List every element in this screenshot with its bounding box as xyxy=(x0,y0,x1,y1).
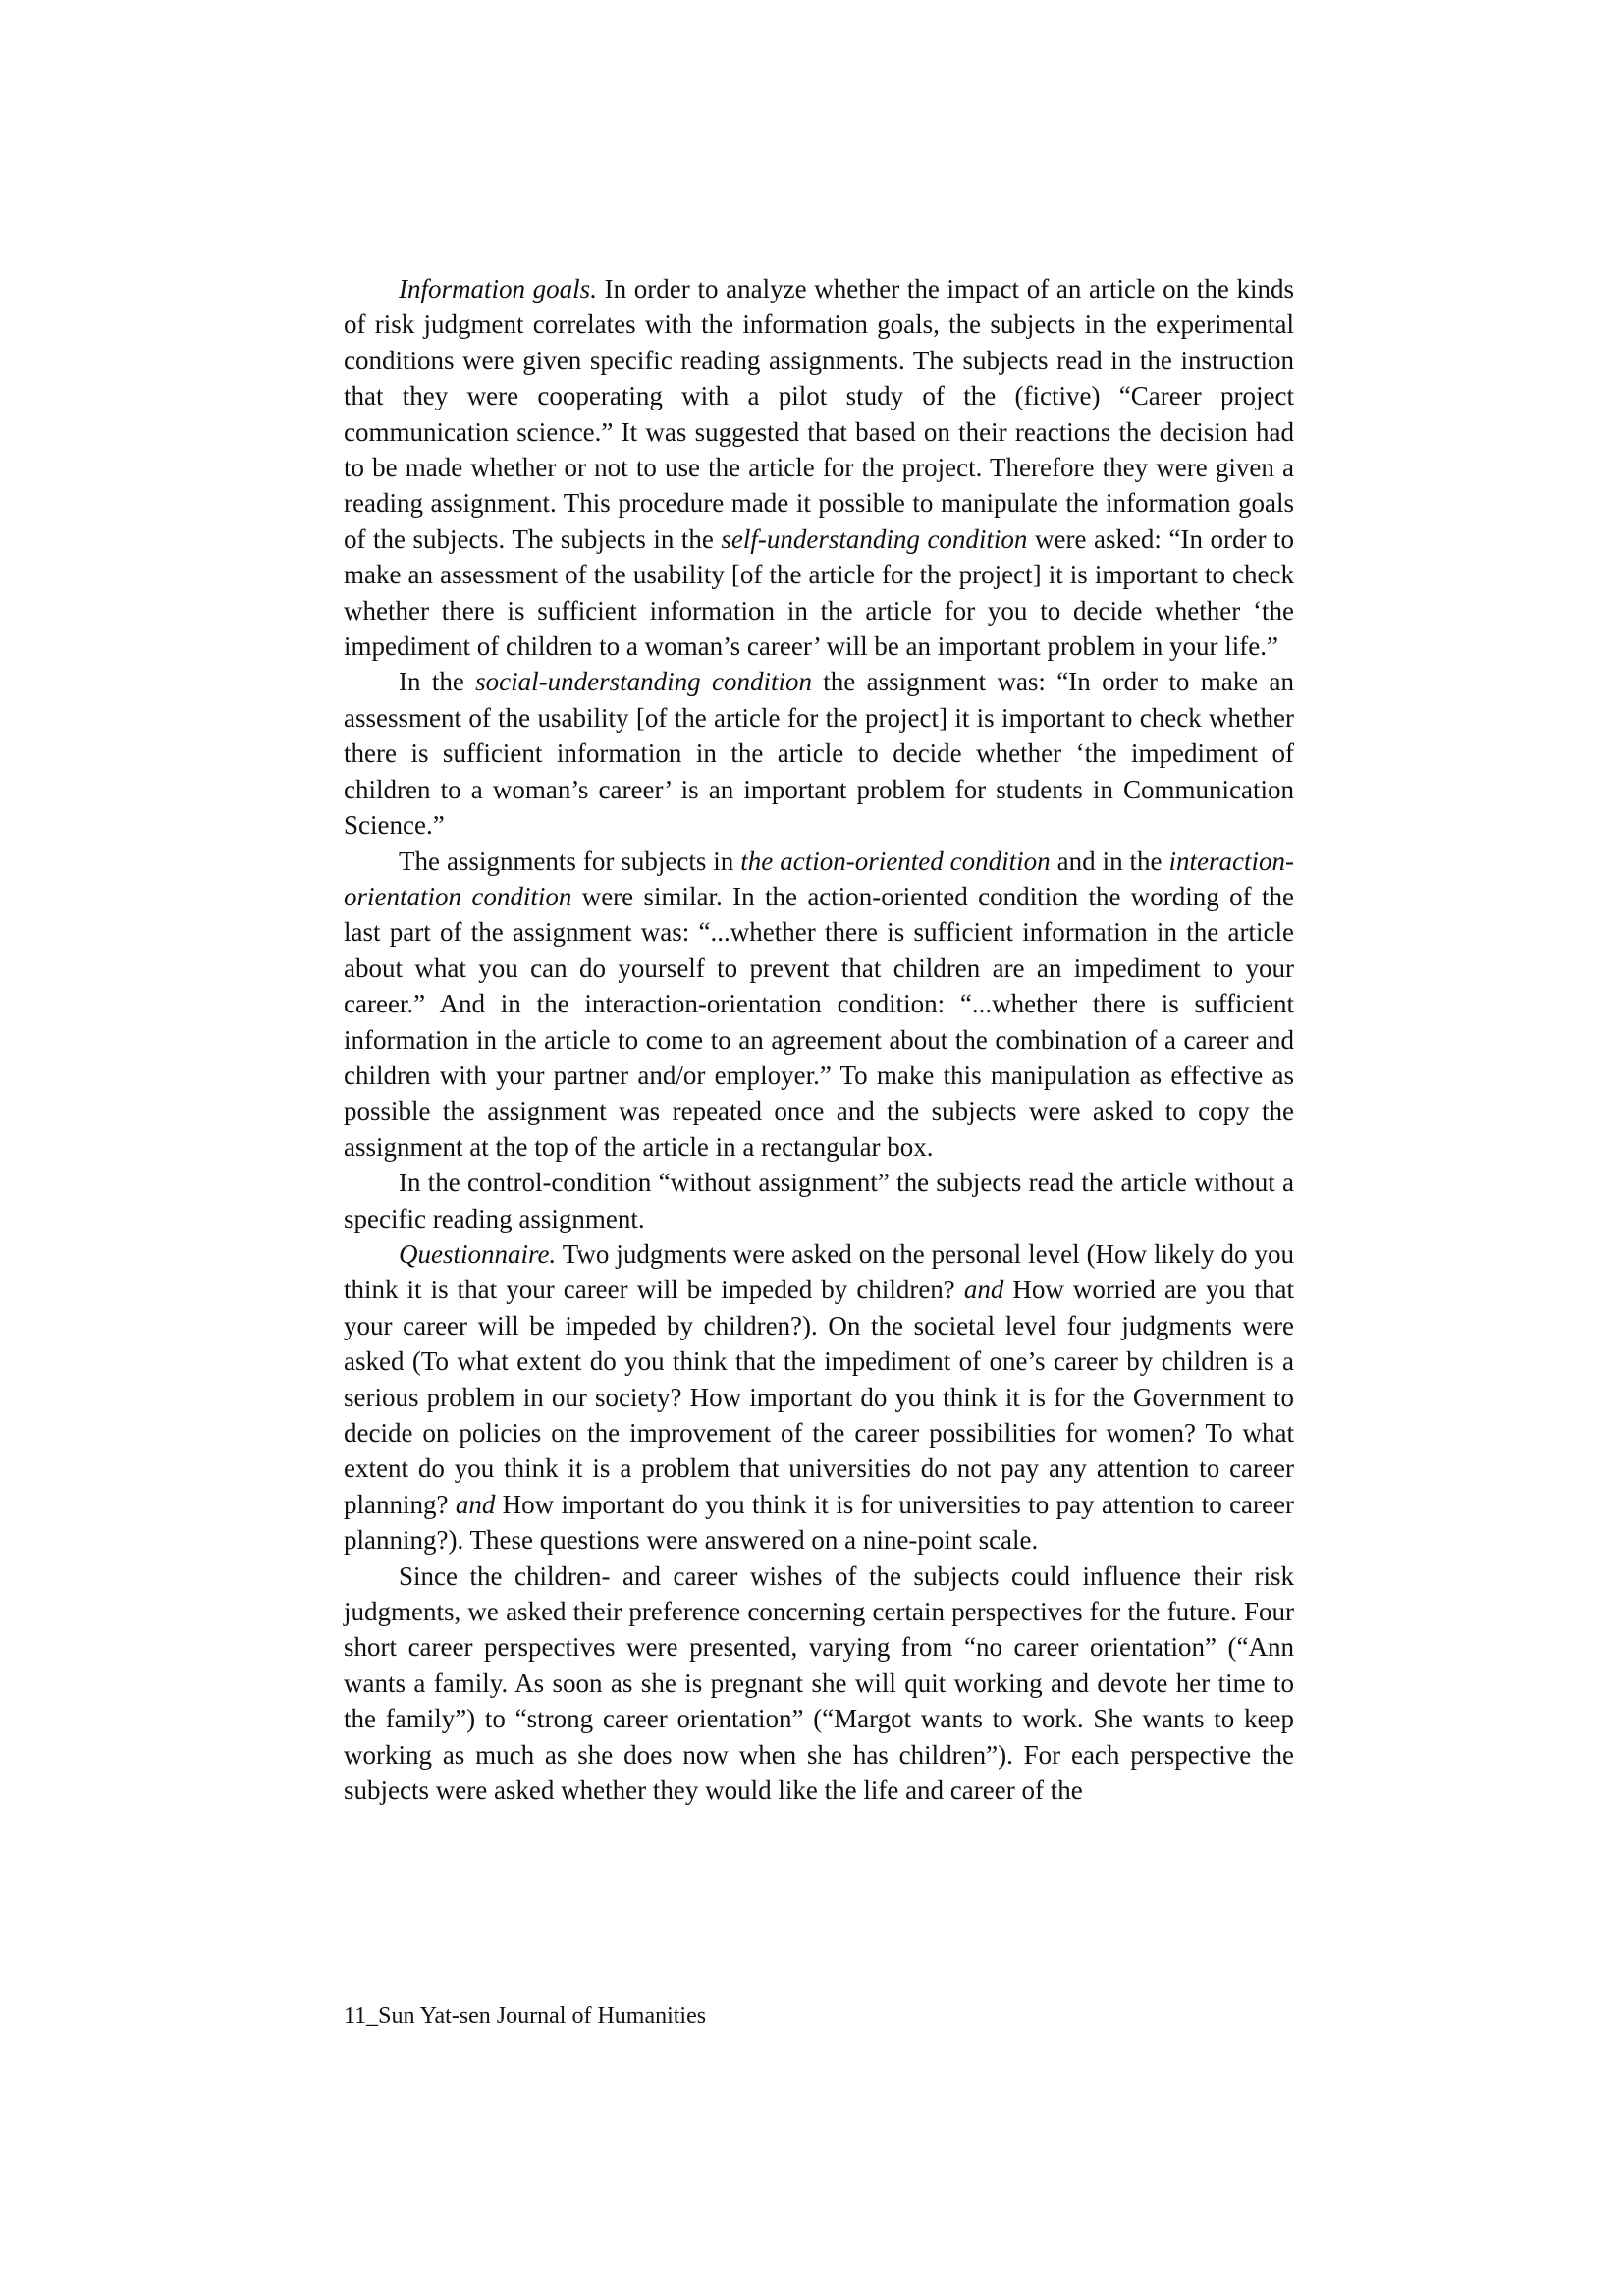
paragraph xyxy=(344,1236,1294,1558)
text-run: In the xyxy=(399,667,476,697)
body-text xyxy=(344,271,1294,1808)
text-run: How important do you think it is for universities to pay attention to career planning?). These questions were answered on a nine-point scale. xyxy=(344,1489,1294,1556)
paragraph xyxy=(344,844,1294,1166)
italic-text: and xyxy=(455,1489,496,1519)
paragraph xyxy=(344,664,1294,843)
paragraph xyxy=(344,1165,1294,1236)
text-run: Since the children- and career wishes of the subjects could influence their risk judgments, we asked their preference concerning certain perspectives for the future. Four short career perspectives were presented, varying from “no career orientation” (“Ann wants a family. As soon as she is pregnant she will quit working and devote her time to the family”) to “strong career orientation” (“Margot wants to work. She wants to keep working as much as she does now when she has children”). For each perspective the subjects were asked whether they would like the life and career of the xyxy=(344,1560,1294,1806)
text-run: the assignment was: “In order to make an assessment of the usability [of the article for the project] it is important to check whether there is sufficient information in the article to decide whether ‘the impediment of children to a woman’s career’ is an important problem for students in Communication Science.” xyxy=(344,667,1294,841)
text-run: were asked: “In order to make an assessment of the usability [of the article for the project] it is important to check whether there is sufficient information in the article for you to decide whether ‘the impediment of children to a woman’s career’ will be an important problem in your life.” xyxy=(344,523,1294,662)
text-run: Two judgments were asked on the personal level (How likely do you think it is that your career will be impeded by children? xyxy=(344,1238,1294,1305)
paragraph xyxy=(344,1558,1294,1809)
paragraph xyxy=(344,271,1294,664)
italic-text: self-understanding condition xyxy=(721,523,1028,554)
text-run: In the control-condition “without assignment” the subjects read the article without a specific reading assignment. xyxy=(344,1168,1294,1233)
italic-text: Questionnaire. xyxy=(399,1238,557,1269)
italic-text: the action-oriented condition xyxy=(740,846,1051,876)
italic-text: social-understanding condition xyxy=(475,667,812,697)
italic-text: and xyxy=(963,1275,1004,1305)
page-footer: 11_Sun Yat-sen Journal of Humanities xyxy=(344,2003,707,2029)
text-run: In order to analyze whether the impact of an article on the kinds of risk judgment correlates with the information goals, the subjects in the experimental conditions were given specific reading assignments. The subjects read in the instruction that they were cooperating with a pilot study of the (fictive) “Career project communication science.” It was suggested that based on their reactions the decision had to be made whether or not to use the article for the project. Therefore they were given a reading assignment. This procedure made it possible to manipulate the information goals of the subjects. The subjects in the xyxy=(344,274,1295,554)
italic-text: interaction-orientation condition xyxy=(344,846,1294,911)
text-run: How worried are you that your career will be impeded by children?). On the societal level four judgments were asked (To what extent do you think that the impediment of one’s career by children is a serious problem in our society? How important do you think it is for the Government to decide on policies on the improvement of the career possibilities for women? To what extent do you think it is a problem that universities do not pay any attention to career planning? xyxy=(344,1275,1294,1519)
italic-text: Information goals. xyxy=(399,274,597,303)
text-run: and in the xyxy=(1050,846,1169,876)
text-run: were similar. In the action-oriented condition the wording of the last part of the assignment was: “...whether there is sufficient information in the article about what you can do yourself to prevent that children are an impediment to your career.” And in the interaction-orientation condition: “...whether there is sufficient information in the article to come to an agreement about the combination of a career and children with your partner and/or employer.” To make this manipulation as effective as possible the assignment was repeated once and the subjects were asked to copy the assignment at the top of the article in a rectangular box. xyxy=(344,881,1294,1162)
text-run: The assignments for subjects in xyxy=(399,846,741,876)
